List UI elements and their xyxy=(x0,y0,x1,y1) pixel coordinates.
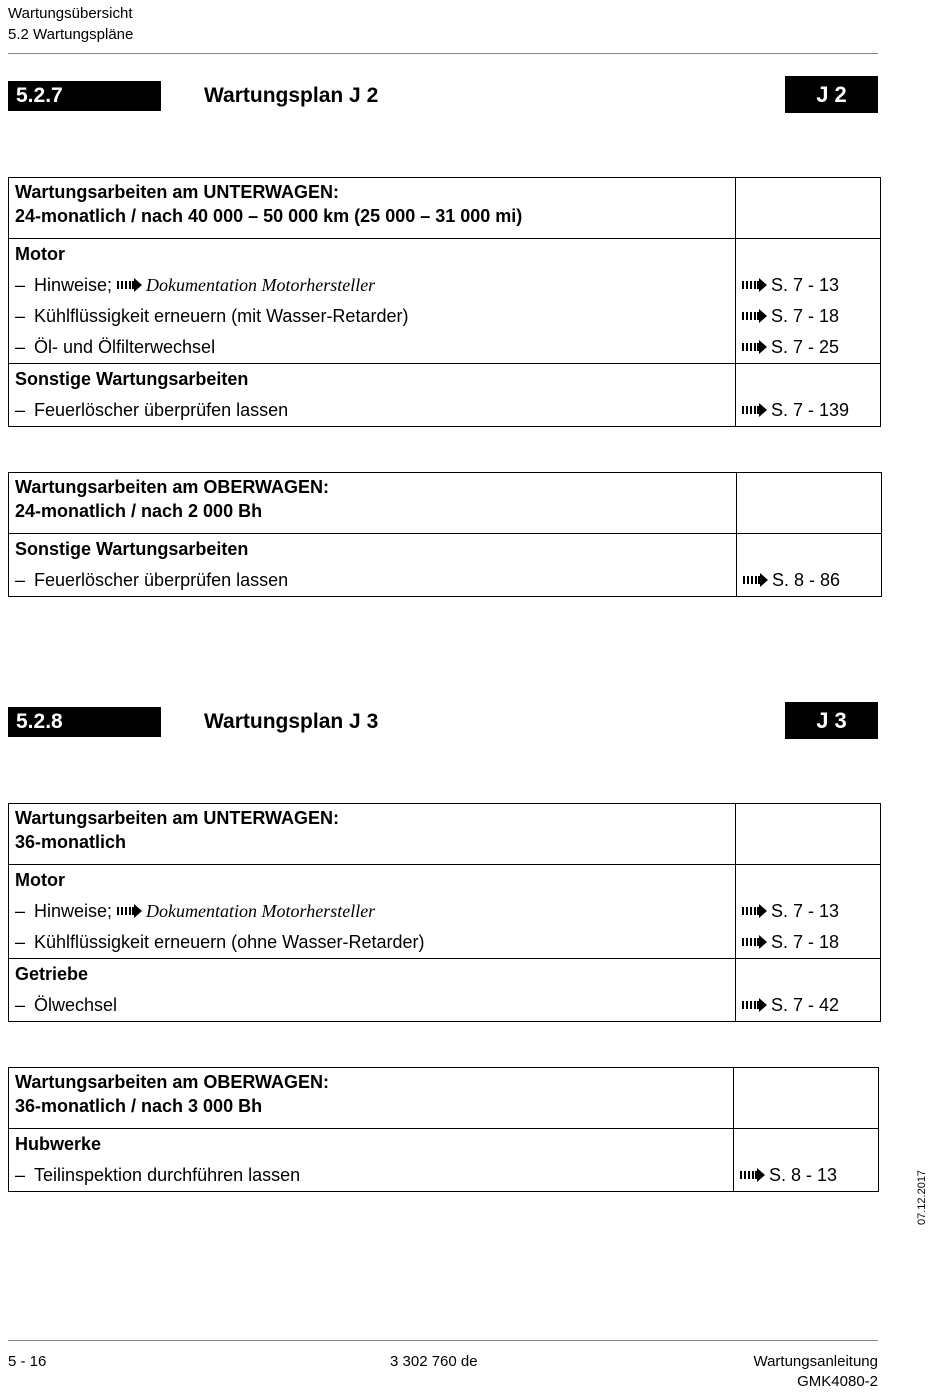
plan-table xyxy=(8,472,882,597)
list-item xyxy=(15,896,735,927)
table-group-row xyxy=(9,1129,879,1192)
reference-cell xyxy=(734,1129,879,1192)
list-item xyxy=(15,927,735,958)
page-reference xyxy=(740,1160,878,1191)
plan-table xyxy=(8,177,881,427)
document-number: 3 302 760 de xyxy=(390,1353,478,1370)
item-text: Kühlflüssigkeit erneuern (ohne Wasser-Retarder) xyxy=(34,932,425,952)
group-title: Motor xyxy=(15,244,65,264)
group-title: Motor xyxy=(15,870,65,890)
reference-cell xyxy=(737,534,882,597)
item-text: Kühlflüssigkeit erneuern (mit Wasser-Retarder) xyxy=(34,306,409,326)
table-group-row xyxy=(9,534,882,597)
section-title: Wartungsplan J 2 xyxy=(204,84,379,107)
reference-spacer xyxy=(742,239,880,270)
cross-reference-link: Dokumentation Motorhersteller xyxy=(146,275,376,295)
item-text: Feuerlöscher überprüfen lassen xyxy=(34,400,289,420)
heading-line: 24-monatlich / nach 40 000 – 50 000 km (25 000 – 31 000 mi) xyxy=(15,206,523,226)
section-number: 5.2.8 xyxy=(8,707,161,737)
heading-line: Wartungsarbeiten am OBERWAGEN: xyxy=(15,477,330,497)
page-reference-text: S. 7 - 18 xyxy=(771,306,840,326)
table-group-row xyxy=(9,239,881,364)
header-rule xyxy=(8,53,878,54)
cross-reference-link: Dokumentation Motorhersteller xyxy=(146,901,376,921)
reference-cell xyxy=(734,1068,879,1129)
reference-spacer xyxy=(740,1129,878,1160)
footer-manual-title: Wartungsanleitung xyxy=(753,1353,878,1370)
list-item xyxy=(15,395,735,426)
table-group-row xyxy=(9,959,881,1022)
plan-table xyxy=(8,1067,879,1192)
dash-bullet: – xyxy=(15,901,26,921)
group-title: Hubwerke xyxy=(15,1134,102,1154)
page-reference-text: S. 7 - 13 xyxy=(771,901,840,921)
table-heading xyxy=(9,1068,734,1129)
page-reference-text: S. 7 - 18 xyxy=(771,932,840,952)
arrow-right-icon xyxy=(740,1168,765,1182)
dash-bullet: – xyxy=(15,932,26,952)
running-header xyxy=(8,3,133,45)
group-title: Sonstige Wartungsarbeiten xyxy=(15,369,249,389)
header-section: 5.2 Wartungspläne xyxy=(8,26,134,43)
page-reference-text: S. 7 - 13 xyxy=(771,275,840,295)
footer-rule xyxy=(8,1340,878,1341)
page-reference xyxy=(743,565,881,596)
section-title: Wartungsplan J 3 xyxy=(204,710,379,733)
group-title: Getriebe xyxy=(15,964,89,984)
item-text: Ölwechsel xyxy=(34,995,118,1015)
reference-cell xyxy=(736,959,881,1022)
arrow-right-icon xyxy=(742,278,767,292)
heading-line: 24-monatlich / nach 2 000 Bh xyxy=(15,501,263,521)
group-cell xyxy=(9,534,737,597)
page-number: 5 - 16 xyxy=(8,1353,47,1370)
table-heading-row xyxy=(9,1068,879,1129)
item-text: Hinweise; xyxy=(34,275,113,295)
dash-bullet: – xyxy=(15,275,26,295)
print-date: 07.12.2017 xyxy=(916,1169,928,1225)
heading-line: 36-monatlich / nach 3 000 Bh xyxy=(15,1096,263,1116)
page-reference xyxy=(742,927,880,958)
group-cell xyxy=(9,1129,734,1192)
arrow-right-icon xyxy=(742,403,767,417)
header-chapter: Wartungsübersicht xyxy=(8,5,133,22)
reference-spacer xyxy=(742,959,880,990)
heading-line: 36-monatlich xyxy=(15,832,127,852)
reference-spacer xyxy=(743,534,881,565)
dash-bullet: – xyxy=(15,306,26,326)
arrow-right-icon xyxy=(743,573,768,587)
item-text: Teilinspektion durchführen lassen xyxy=(34,1165,301,1185)
reference-cell xyxy=(737,473,882,534)
page-reference xyxy=(742,395,880,426)
arrow-right-icon xyxy=(742,340,767,354)
reference-spacer xyxy=(742,865,880,896)
page-reference-text: S. 7 - 139 xyxy=(771,400,850,420)
table-heading xyxy=(9,473,737,534)
group-cell xyxy=(9,959,736,1022)
list-item xyxy=(15,1160,733,1191)
page-reference xyxy=(742,270,880,301)
item-text: Feuerlöscher überprüfen lassen xyxy=(34,570,289,590)
reference-cell xyxy=(736,804,881,865)
arrow-right-icon xyxy=(742,998,767,1012)
plan-table xyxy=(8,803,881,1022)
item-text: Öl- und Ölfilterwechsel xyxy=(34,337,216,357)
dash-bullet: – xyxy=(15,400,26,420)
page-reference xyxy=(742,332,880,363)
item-text: Hinweise; xyxy=(34,901,113,921)
footer-title xyxy=(753,1352,878,1392)
reference-cell xyxy=(736,364,881,427)
page-reference xyxy=(742,990,880,1021)
arrow-right-icon xyxy=(117,904,142,918)
page-reference xyxy=(742,301,880,332)
dash-bullet: – xyxy=(15,337,26,357)
heading-line: Wartungsarbeiten am UNTERWAGEN: xyxy=(15,808,340,828)
list-item xyxy=(15,565,736,596)
table-heading xyxy=(9,178,736,239)
list-item xyxy=(15,270,735,301)
dash-bullet: – xyxy=(15,570,26,590)
list-item xyxy=(15,332,735,363)
table-heading-row xyxy=(9,473,882,534)
arrow-right-icon xyxy=(742,309,767,323)
reference-cell xyxy=(736,178,881,239)
dash-bullet: – xyxy=(15,995,26,1015)
group-cell xyxy=(9,865,736,959)
table-heading-row xyxy=(9,178,881,239)
section-code-badge: J 2 xyxy=(785,76,878,113)
arrow-right-icon xyxy=(742,935,767,949)
list-item xyxy=(15,301,735,332)
reference-spacer xyxy=(742,364,880,395)
reference-cell xyxy=(736,865,881,959)
table-heading-row xyxy=(9,804,881,865)
heading-line: Wartungsarbeiten am OBERWAGEN: xyxy=(15,1072,330,1092)
heading-line: Wartungsarbeiten am UNTERWAGEN: xyxy=(15,182,340,202)
page-reference xyxy=(742,896,880,927)
table-group-row xyxy=(9,364,881,427)
group-title: Sonstige Wartungsarbeiten xyxy=(15,539,249,559)
table-group-row xyxy=(9,865,881,959)
arrow-right-icon xyxy=(742,904,767,918)
section-number: 5.2.7 xyxy=(8,81,161,111)
dash-bullet: – xyxy=(15,1165,26,1185)
page-reference-text: S. 7 - 42 xyxy=(771,995,840,1015)
arrow-right-icon xyxy=(117,278,142,292)
page-reference-text: S. 7 - 25 xyxy=(771,337,840,357)
footer-model: GMK4080-2 xyxy=(797,1373,878,1390)
table-heading xyxy=(9,804,736,865)
list-item xyxy=(15,990,735,1021)
group-cell xyxy=(9,239,736,364)
group-cell xyxy=(9,364,736,427)
page-reference-text: S. 8 - 86 xyxy=(772,570,841,590)
page-reference-text: S. 8 - 13 xyxy=(769,1165,838,1185)
reference-cell xyxy=(736,239,881,364)
section-code-badge: J 3 xyxy=(785,702,878,739)
